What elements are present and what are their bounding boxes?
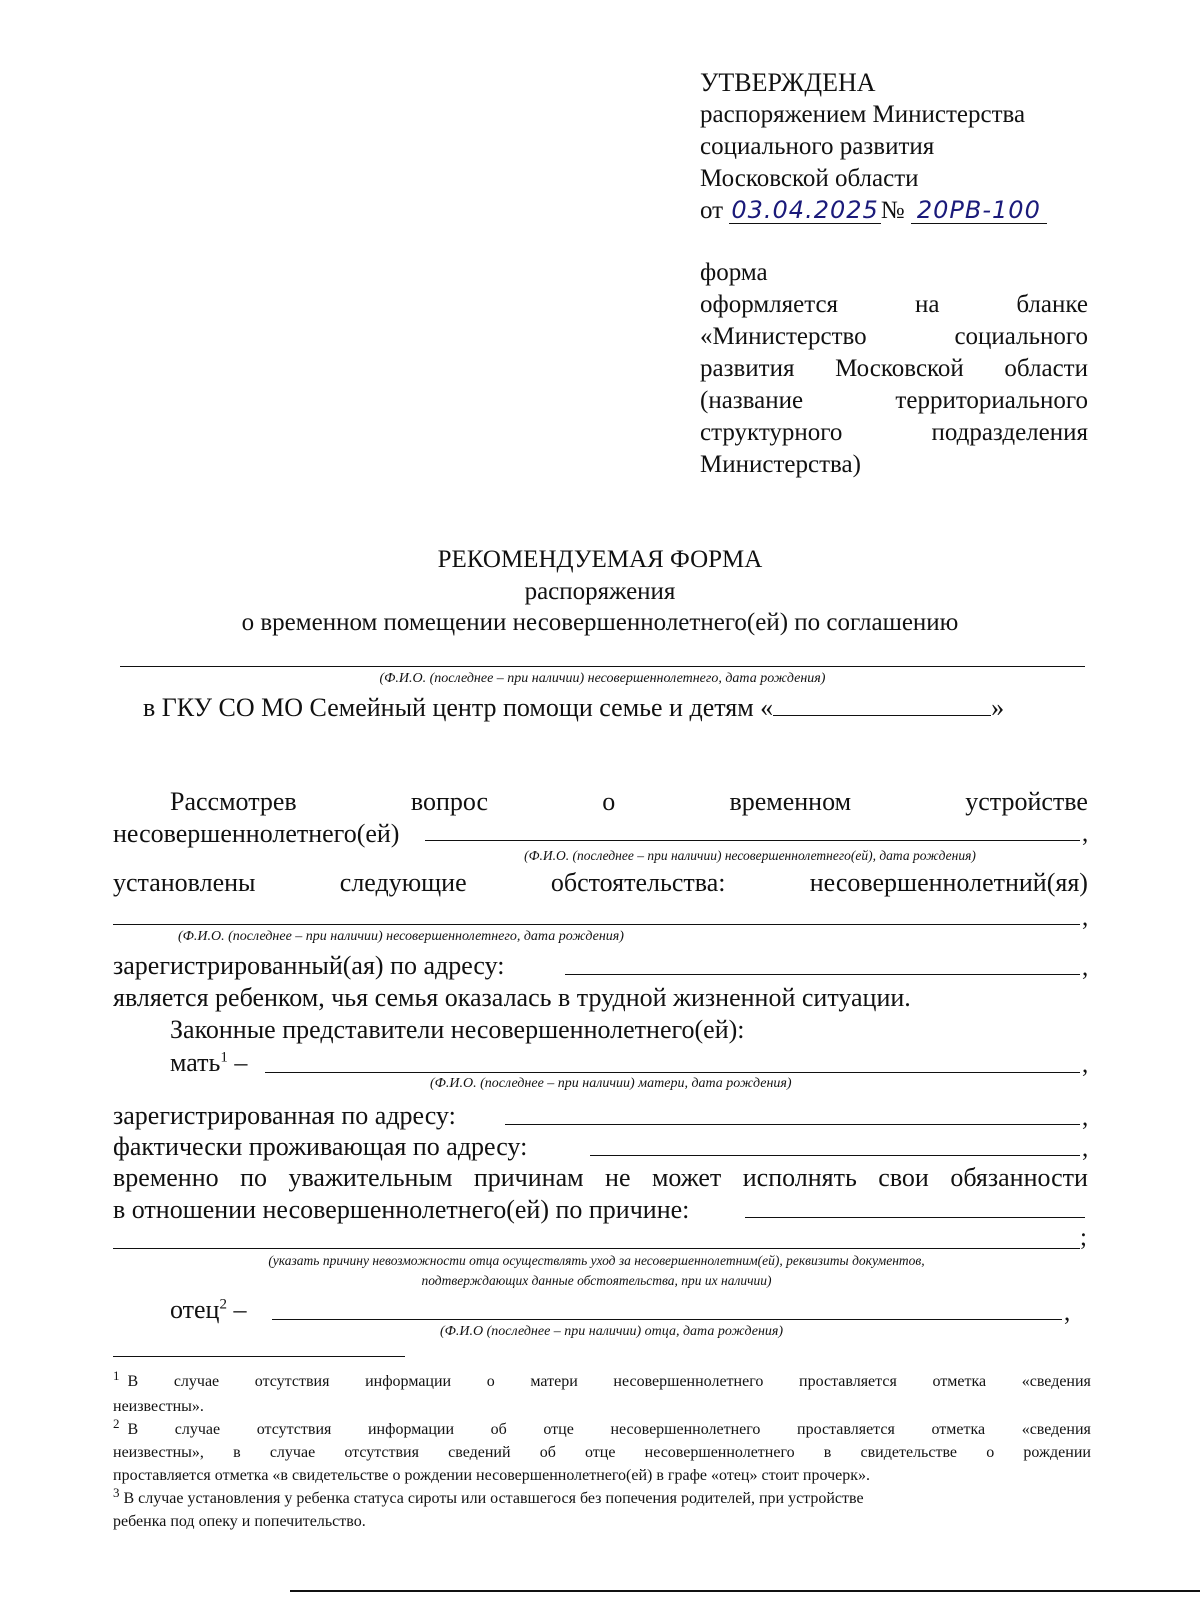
footnote-2-line-2 [113, 1441, 1091, 1464]
word: отце [543, 1421, 574, 1438]
legal-reps-heading: Законные представители несовершеннолетнего(ей): [170, 1015, 745, 1044]
word: по [240, 1163, 268, 1192]
word: в [233, 1444, 241, 1461]
approval-date-line [700, 195, 1047, 226]
word: проставляется [799, 1373, 897, 1390]
comma: , [1082, 1051, 1089, 1078]
form-note-line-2 [700, 289, 1088, 320]
word: подразделения [931, 419, 1088, 446]
minor-name-caption: (Ф.И.О. (последнее – при наличии) несовершеннолетнего, дата рождения) [379, 671, 826, 686]
form-note-line-6 [700, 417, 1088, 448]
footnote-3-number: 3 [113, 1484, 120, 1500]
word: структурного [700, 419, 843, 446]
footnote-3-line-1 [113, 1484, 864, 1510]
approval-date-handwritten: 03.04.2025 [731, 196, 879, 224]
word: обязанности [950, 1163, 1088, 1192]
word: причинам [473, 1163, 584, 1192]
mother-reason-line-2: в отношении несовершеннолетнего(ей) по причине: [113, 1195, 690, 1224]
word: следующие [339, 868, 467, 897]
word: оформляется [700, 291, 839, 318]
approval-line-2: социального развития [700, 133, 935, 160]
word: о [986, 1444, 995, 1461]
word: неизвестны», [113, 1444, 204, 1461]
approval-number-handwritten: 20РВ-100 [911, 197, 1047, 224]
mother-registered-label: зарегистрированная по адресу: [113, 1101, 456, 1130]
p1-line-2-label: несовершеннолетнего(ей) [113, 819, 400, 848]
approval-line-3: Московской области [700, 165, 919, 192]
mother-living-field[interactable] [590, 1155, 1080, 1156]
father-name-caption: (Ф.И.О (последнее – при наличии) отца, дата рождения) [440, 1324, 784, 1339]
word: несовершеннолетнего [613, 1373, 764, 1390]
word: случае [174, 1421, 221, 1438]
word: в [823, 1444, 832, 1461]
mother-registered-field[interactable] [505, 1124, 1080, 1125]
form-note-line-1: форма [700, 259, 768, 286]
footnote-1-line-2: неизвестны». [113, 1398, 204, 1415]
word: обстоятельства: [550, 868, 726, 897]
semicolon: ; [1080, 1224, 1087, 1251]
word: В [127, 1373, 139, 1390]
word: территориального [895, 387, 1088, 414]
word: отметка [931, 1421, 986, 1438]
word: развития [700, 355, 795, 382]
word: свои [878, 1163, 929, 1192]
word: о [486, 1373, 495, 1390]
footnote-3-text: В случае установления у ребенка статуса сироты или оставшегося без попечения родителей, при устройстве [123, 1490, 864, 1507]
word: информации [365, 1373, 452, 1390]
form-heading-subject: о временном помещении несовершеннолетнего(ей) по соглашению [241, 609, 959, 636]
word: отсутствия [344, 1444, 419, 1461]
center-prefix: в ГКУ СО МО Семейный центр помощи семье и детям « [143, 693, 774, 722]
word: отсутствия [256, 1421, 332, 1438]
word: вопрос [410, 787, 489, 816]
word: о [602, 787, 616, 816]
comma: , [1064, 1299, 1071, 1326]
word: исполнять [742, 1163, 857, 1192]
father-name-field[interactable] [272, 1319, 1062, 1320]
form-note-line-4 [700, 353, 1088, 384]
word: устройстве [965, 787, 1088, 816]
mother-reason-field[interactable] [745, 1217, 1085, 1218]
word: В [127, 1421, 139, 1438]
word: отсутствия [254, 1373, 330, 1390]
form-note-line-3 [700, 321, 1088, 352]
mother-label: мать [170, 1048, 221, 1077]
minor-name-field-2[interactable] [425, 840, 1080, 841]
form-note-line-7: Министерства) [700, 451, 861, 478]
word: временном [729, 787, 852, 816]
word: Рассмотрев [170, 787, 297, 816]
comma: , [1082, 904, 1089, 931]
mother-name-field[interactable] [265, 1072, 1080, 1073]
footnote-ref-2: 2 [219, 1296, 227, 1313]
approval-from-prefix: от [700, 197, 724, 224]
scan-edge [290, 1590, 1200, 1592]
word: сведений [448, 1444, 511, 1461]
word: случае [269, 1444, 316, 1461]
word: об [539, 1444, 556, 1461]
mother-living-label: фактически проживающая по адресу: [113, 1132, 528, 1161]
word: бланке [1016, 291, 1088, 318]
comma: , [1082, 1135, 1089, 1162]
mother-reason-line-1 [113, 1162, 1088, 1193]
form-heading-subtitle: распоряжения [524, 578, 676, 605]
footnote-1-line-1 [113, 1367, 1091, 1393]
center-suffix: » [991, 693, 1005, 722]
word: рождении [1023, 1444, 1091, 1461]
mother-label-line [170, 1047, 247, 1078]
word: информации [367, 1421, 455, 1438]
word: отметка [932, 1373, 987, 1390]
word: может [651, 1163, 722, 1192]
footnote-2-number: 2 [113, 1415, 120, 1431]
word: социального [954, 323, 1088, 350]
word: Московской [835, 355, 964, 382]
father-label: отец [170, 1295, 220, 1324]
word: «сведения [1021, 1421, 1091, 1438]
reason-caption-2: подтверждающих данные обстоятельства, при их наличии) [421, 1273, 772, 1288]
word: области [1004, 355, 1088, 382]
form-heading-title: РЕКОМЕНДУЕМАЯ ФОРМА [437, 546, 763, 573]
word: случае [173, 1373, 220, 1390]
word: несовершеннолетний(яя) [809, 868, 1088, 897]
registered-address-field[interactable] [565, 974, 1080, 975]
word: об [490, 1421, 507, 1438]
footnote-2-line-1 [113, 1415, 1091, 1441]
word: проставляется [797, 1421, 895, 1438]
registered-label: зарегистрированный(ая) по адресу: [113, 951, 505, 980]
p1-line-1 [170, 786, 1088, 817]
minor-name-field[interactable] [120, 666, 1085, 667]
minor-name-caption-2: (Ф.И.О. (последнее – при наличии) несовершеннолетнего(ей), дата рождения) [524, 848, 976, 863]
approval-number-sign: № [880, 197, 905, 224]
mother-reason-field-2[interactable] [113, 1248, 1080, 1249]
mother-name-caption: (Ф.И.О. (последнее – при наличии) матери, дата рождения) [430, 1076, 792, 1091]
word: на [914, 291, 940, 318]
word: «сведения [1021, 1373, 1091, 1390]
word: временно [113, 1163, 219, 1192]
center-name-field[interactable] [773, 693, 991, 716]
center-line [143, 692, 1004, 723]
word: не [605, 1163, 631, 1192]
footnote-1-number: 1 [113, 1367, 120, 1383]
minor-name-caption-3: (Ф.И.О. (последнее – при наличии) несовершеннолетнего, дата рождения) [178, 929, 624, 944]
comma: , [1082, 1104, 1089, 1131]
dash: – [234, 1048, 248, 1077]
word: несовершеннолетнего [610, 1421, 761, 1438]
word: (название [700, 387, 804, 414]
footnote-separator [113, 1356, 405, 1357]
difficult-situation-text: является ребенком, чья семья оказалась в трудной жизненной ситуации. [113, 983, 911, 1012]
word: установлены [113, 868, 256, 897]
footnote-3-line-2: ребенка под опеку и попечительство. [113, 1513, 366, 1530]
p2-line-1 [113, 867, 1088, 898]
reason-caption-1: (указать причину невозможности отца осуществлять уход за несовершеннолетним(ей), реквизиты документов, [268, 1253, 925, 1268]
form-note-line-5 [700, 385, 1088, 416]
father-label-line [170, 1294, 246, 1325]
comma: , [1082, 954, 1089, 981]
footnote-2-line-3: проставляется отметка «в свидетельстве о рождении несовершеннолетнего(ей) в графе «отец» стоит прочерк». [113, 1467, 870, 1484]
approval-line-1: распоряжением Министерства [700, 101, 1026, 128]
word: отце [585, 1444, 616, 1461]
word: «Министерство [700, 323, 867, 350]
dash: – [233, 1295, 247, 1324]
word: уважительным [288, 1163, 453, 1192]
word: несовершеннолетнего [644, 1444, 795, 1461]
minor-name-field-3[interactable] [113, 924, 1080, 925]
approval-title: УТВЕРЖДЕНА [700, 68, 876, 97]
word: свидетельстве [860, 1444, 958, 1461]
footnote-ref-1: 1 [220, 1049, 228, 1066]
comma: , [1082, 820, 1089, 847]
word: матери [530, 1373, 578, 1390]
